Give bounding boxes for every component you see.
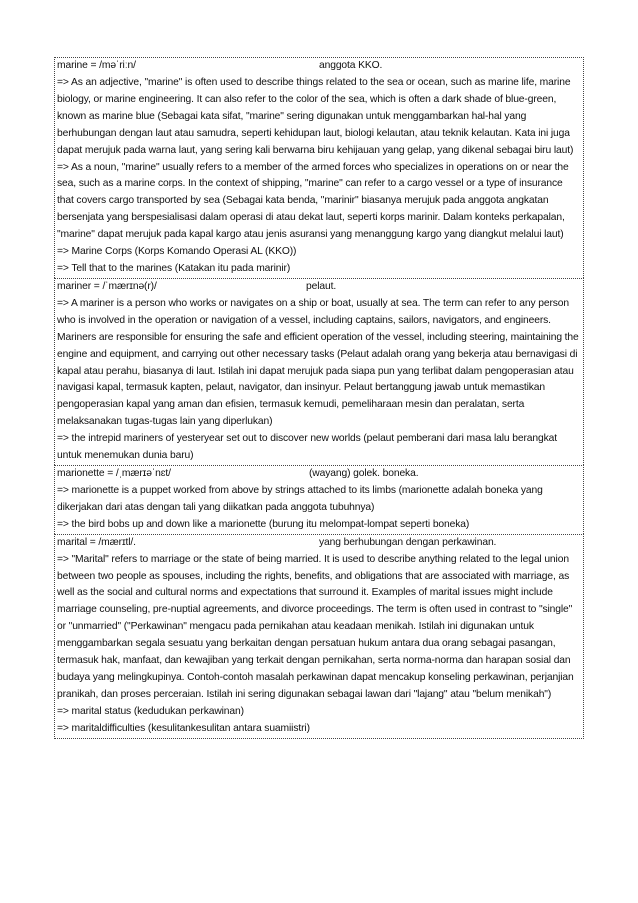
entry-definition-adjective: => As an adjective, "marine" is often used to describe things related to the sea or ocean, such as marine life, marine biology, or marine engineering. It can also refer to the color of the sea, which is often a dark shade of blue-green, known as marine blue (Sebagai kata sifat, "marine" sering digunakan untuk menggambarkan hal-hal yang berhubungan dengan laut atau samudra, seperti kehidupan laut, biologi kelautan, atau teknik kelautan. Kata ini juga dapat merujuk pada warna laut, yang sering kali berwarna biru kehijauan yang gelap, yang dikenal sebagai biru laut)	[57, 77, 574, 156]
entry-headline	[57, 58, 581, 75]
entry-gloss: anggota KKO.	[319, 60, 383, 71]
entry-example: => Tell that to the marines (Katakan itu pada marinir)	[57, 262, 291, 274]
entry-definition: => A mariner is a person who works or navigates on a ship or boat, usually at sea. The term can refer to any person who is involved in the operation or navigation of a vessel, including captains, sailors, navigators, and engineers. Mariners are responsible for ensuring the safe and efficient operation of the vessel, including steering, maintaining the engine and equipment, and carrying out other necessary tasks (Pelaut adalah orang yang bekerja atau bernavigasi di kapal atau perahu, biasanya di laut. Istilah ini dapat merujuk pada siapa pun yang terlibat dalam pengoperasian atau navigasi kapal, termasuk kapten, pelaut, navigator, dan insinyur. Pelaut bertanggung jawab untuk memastikan pengoperasian kapal yang aman dan efisien, termasuk kemudi, pemeliharaan mesin dan peralatan, serta melaksanakan tugas-tugas lain yang diperlukan)	[57, 297, 579, 428]
entry-term: marital = /mærɪtl/.	[57, 536, 136, 548]
entry-marine	[54, 57, 584, 278]
entry-gloss: (wayang) golek. boneka.	[309, 467, 419, 479]
dictionary-page	[54, 57, 584, 739]
entry-marital	[54, 534, 584, 739]
entry-example: => maritaldifficulties (kesulitankesulitan antara suamiistri)	[57, 722, 310, 734]
entry-gloss: yang berhubungan dengan perkawinan.	[319, 536, 497, 548]
entry-headline	[57, 466, 581, 483]
entry-definition: => marionette is a puppet worked from above by strings attached to its limbs (marionette adalah boneka yang dikerjakan dari atas dengan tali yang diikatkan pada anggota tubuhnya)	[57, 484, 543, 513]
entry-term: mariner = /ˈmærɪnə(r)/	[57, 280, 157, 292]
entry-example: => the bird bobs up and down like a marionette (burung itu melompat-lompat seperti boneka)	[57, 518, 470, 530]
entry-definition-noun: => As a noun, "marine" usually refers to a member of the armed forces who specializes in operations on or near the sea, such as a marine corps. In the context of shipping, "marine" can refer to a cargo vessel or a type of insurance that covers cargo transported by sea (Sebagai kata benda, "marinir" biasanya merujuk pada anggota angkatan bersenjata yang berspesialisasi dalam operasi di atau dekat laut, seperti korps marinir. Dalam konteks perkapalan, "marine" dapat merujuk pada kapal kargo atau jenis asuransi yang menanggung kargo yang diangkut melalui laut)	[57, 161, 569, 241]
entry-term: marine = /məˈriːn/	[57, 60, 136, 71]
entry-example: => Marine Corps (Korps Komando Operasi AL (KKO))	[57, 246, 297, 258]
entry-term: marionette = /ˌmærɪəˈnɛt/	[57, 467, 171, 479]
entry-gloss: pelaut.	[306, 280, 337, 292]
entry-definition: => "Marital" refers to marriage or the state of being married. It is used to describe anything related to the legal union between two people as spouses, including the rights, benefits, and obligations that are associated with marriage, as well as the social and cultural norms and expectations that surround it. Examples of marital issues might include marriage counseling, pre-nuptial agreements, and divorce proceedings. The term is often used in contrast to "single" or "unmarried" ("Perkawinan" mengacu pada pernikahan atau keadaan menikah. Istilah ini digunakan untuk menggambarkan segala sesuatu yang berkaitan dengan persatuan hukum antara dua orang sebagai pasangan, termasuk hak, manfaat, dan kewajiban yang terkait dengan pernikahan, serta norma-norma dan harapan sosial dan budaya yang melingkupinya. Contoh-contoh masalah perkawinan dapat mencakup konseling perkawinan, perjanjian pranikah, dan proses perceraian. Istilah ini sering digunakan sebagai lawan dari "lajang" atau "belum menikah")	[57, 553, 574, 700]
entry-mariner	[54, 278, 584, 465]
entry-headline	[57, 535, 581, 552]
entry-example: => marital status (kedudukan perkawinan)	[57, 705, 244, 717]
entry-headline	[57, 279, 581, 296]
entry-example: => the intrepid mariners of yesteryear set out to discover new worlds (pelaut pemberani dari masa lalu berangkat untuk menemukan dunia baru)	[57, 433, 557, 462]
entry-marionette	[54, 465, 584, 534]
